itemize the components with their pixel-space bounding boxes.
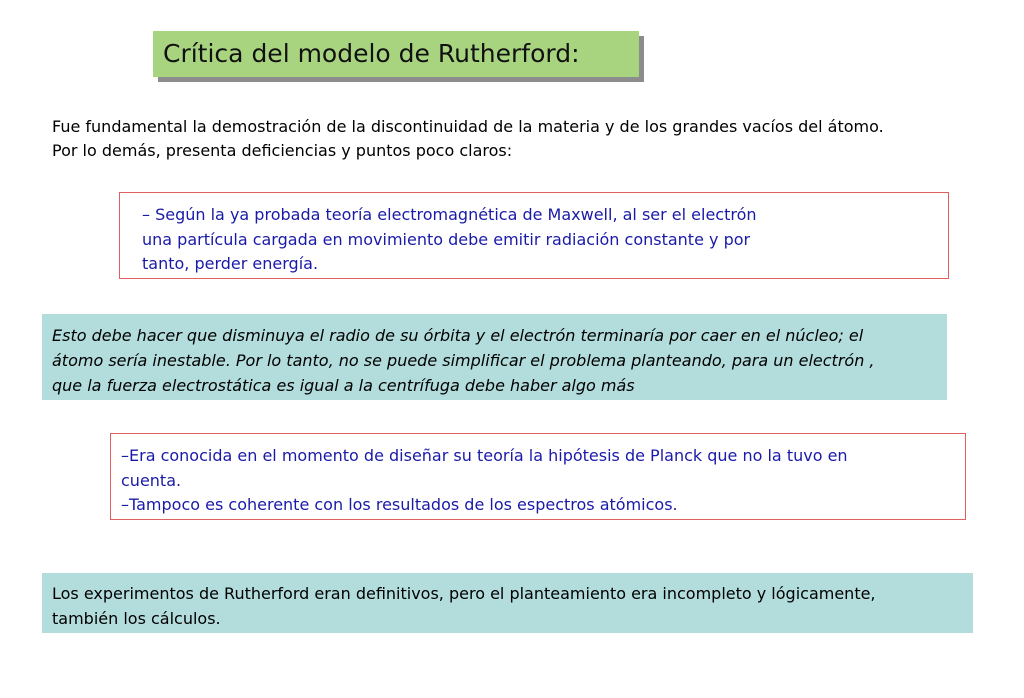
intro-line-2: Por lo demás, presenta deficiencias y puntos poco claros: [52,141,513,160]
maxwell-line-3: tanto, perder energía. [142,254,319,273]
conclusion-line-2: también los cálculos. [52,609,221,628]
planck-line-2: cuenta. [121,470,182,490]
planck-line-1: –Era conocida en el momento de diseñar su teoría la hipótesis de Planck que no la tuvo en [121,446,848,465]
instability-line-3: que la fuerza electrostática es igual a la centrífuga debe haber algo más [52,376,635,395]
conclusion-line-1: Los experimentos de Rutherford eran definitivos, pero el planteamiento era incompleto y lógicamente, [52,584,876,603]
planck-objection-text [121,444,965,518]
planck-objection-box [110,433,966,520]
instability-line-2: átomo sería inestable. Por lo tanto, no se puede simplificar el problema planteando, para un electrón , [52,351,875,370]
instability-line-1: Esto debe hacer que disminuya el radio de su órbita y el electrón terminaría por caer en el núcleo; el [52,326,864,345]
intro-line-1: Fue fundamental la demostración de la discontinuidad de la materia y de los grandes vacíos del átomo. [52,117,884,136]
maxwell-objection-box [119,192,949,279]
spectra-line: –Tampoco es coherente con los resultados de los espectros atómicos. [121,495,678,514]
maxwell-objection-text [142,203,948,277]
page-title: Crítica del modelo de Rutherford: [153,31,639,77]
instability-note-box [42,314,947,400]
maxwell-line-1: – Según la ya probada teoría electromagnética de Maxwell, al ser el electrón [142,205,757,224]
intro-paragraph [52,115,982,163]
conclusion-box [42,573,973,633]
maxwell-line-2: una partícula cargada en movimiento debe emitir radiación constante y por [142,229,751,249]
